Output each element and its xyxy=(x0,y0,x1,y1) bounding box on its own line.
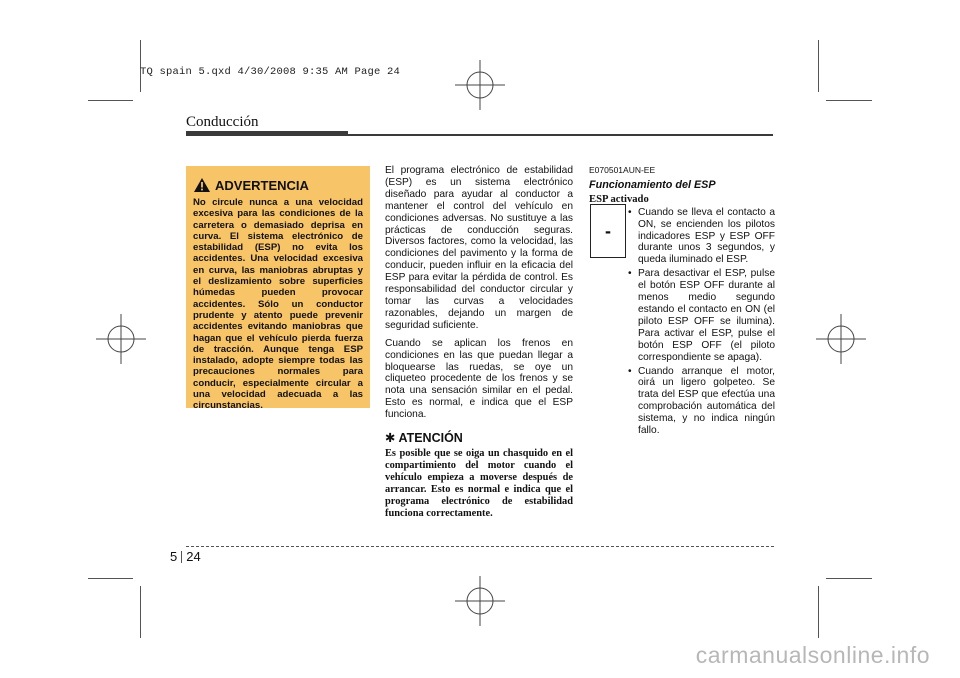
page-number-divider xyxy=(181,551,182,563)
title-rule-thin xyxy=(348,134,773,136)
attention-star-icon: ✱ xyxy=(385,431,396,446)
list-item: • Cuando arranque el motor, oirá un ligero golpeteo. Se trata del ESP que efectúa una comprobación automática del sistema, y no indica ningún fallo. xyxy=(628,366,775,437)
attention-text: Es posible que se oiga un chasquido en el compartimiento del motor cuando el vehículo empieza a moverse después de arrancar. Esto es normal e indica que el programa electrónico de estabilidad funciona correctamente. xyxy=(385,447,573,520)
warning-title: ADVERTENCIA xyxy=(215,177,309,193)
subheading: Funcionamiento del ESP xyxy=(589,178,716,191)
middle-column xyxy=(385,165,573,521)
footer-rule xyxy=(186,546,774,547)
page-number-value: 24 xyxy=(186,549,201,564)
list-item: • Para desactivar el ESP, pulse el botón ESP OFF durante al menos medio segundo estando el contacto en ON (el piloto ESP OFF se ilumina). Para activar el ESP, pulse el botón ESP OFF (el piloto correspondiente se apaga). xyxy=(628,268,775,363)
warning-text: No circule nunca a una velocidad excesiva para las condiciones de la carretera o demasiado deprisa en curva. El sistema electrónico de estabilidad (ESP) no evita los accidentes. Una velocidad excesiva en curva, las maniobras abruptas y el deslizamiento sobre superficies húmedas pueden provocar accidentes. Sólo un conductor prudente y atento puede prevenir accidentes evitando maniobras que hagan que el vehículo pierda fuerza de tracción. Aunque tenga ESP instalado, adopte siempre todas las precauciones normales para conducir, especialmente circular a una velocidad adecuada a las circunstancias. xyxy=(193,197,363,412)
title-rule xyxy=(186,131,348,136)
print-header: TQ spain 5.qxd 4/30/2008 9:35 AM Page 24 xyxy=(140,66,401,78)
warning-triangle-icon xyxy=(193,177,211,193)
registration-mark-right xyxy=(816,314,866,364)
indicator-image-placeholder: - xyxy=(590,204,626,258)
esp-intro-paragraph: El programa electrónico de estabilidad (ESP) es un sistema electrónico diseñado para ayudar al conductor a mantener el control del vehículo en condiciones adversas. No sustituye a las prácticas de conducción seguras. Diversos factores, como la velocidad, las condiciones del pavimento y la forma de conducir, pueden influir en la eficacia del ESP para evitar la pérdida de control. Es responsabilidad del conductor circular y tomar las curvas a velocidades razonables, dejando un margen de seguridad suficiente. xyxy=(385,165,573,331)
attention-title: ATENCIÓN xyxy=(398,431,463,446)
brake-paragraph: Cuando se aplican los frenos en condiciones en las que puedan llegar a bloquearse las ruedas, se oye un cliqueteo procedente de los frenos y se nota una sensación similar en el pedal. Esto es normal, e indica que el ESP funciona. xyxy=(385,337,573,421)
attention-header xyxy=(385,433,573,445)
watermark: carmanualsonline.info xyxy=(695,642,930,668)
section-title: Conducción xyxy=(186,114,259,130)
subheading-esp-on: ESP activado xyxy=(589,193,649,205)
registration-mark-bottom xyxy=(455,576,505,626)
registration-mark-left xyxy=(96,314,146,364)
page-number xyxy=(170,549,201,564)
chapter-number: 5 xyxy=(170,549,178,564)
warning-header xyxy=(193,174,363,196)
registration-mark-top xyxy=(455,60,505,110)
section-code: E070501AUN-EE xyxy=(589,165,656,175)
list-item: • Cuando se lleva el contacto a ON, se encienden los pilotos indicadores ESP y ESP OFF durante unos 3 segundos, y queda iluminado el ESP. xyxy=(628,207,775,267)
warning-box xyxy=(186,166,370,412)
